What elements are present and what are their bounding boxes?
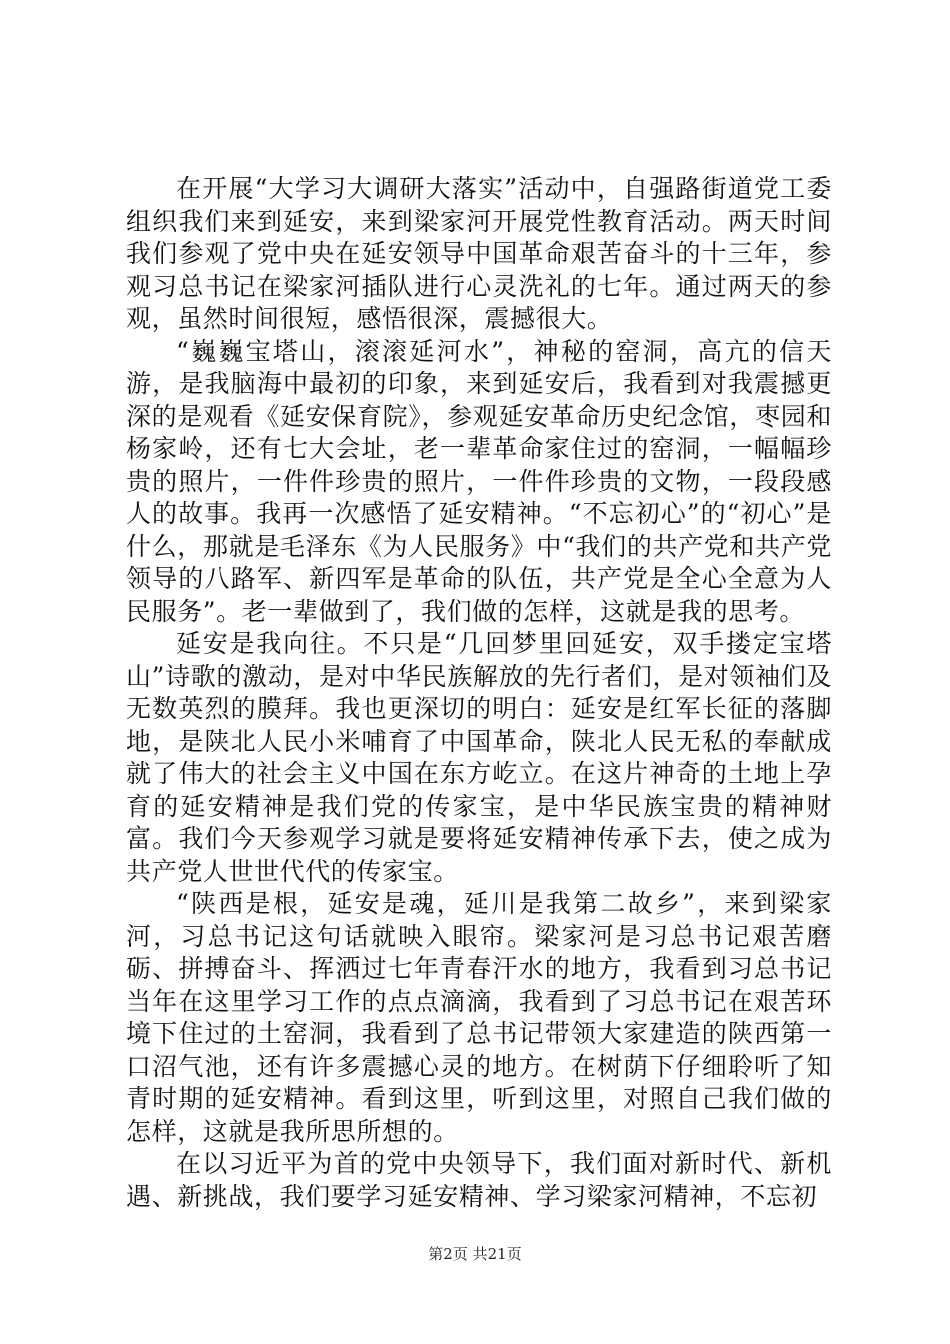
document-body <box>126 173 832 1213</box>
paragraph-5: 在以习近平为首的党中央领导下，我们面对新时代、新机遇、新挑战，我们要学习延安精神、学习梁家河精神，不忘初 <box>126 1149 832 1211</box>
paragraph-2: “巍巍宝塔山，滚滚延河水”，神秘的窑洞，高亢的信天游，是我脑海中最初的印象，来到延安后，我看到对我震撼更深的是观看《延安保育院》，参观延安革命历史纪念馆，枣园和杨家岭，还有七大会址，老一辈革命家住过的窑洞，一幅幅珍贵的照片，一件件珍贵的照片，一件件珍贵的文物，一段段感人的故事。我再一次感悟了延安精神。“不忘初心”的“初心”是什么，那就是毛泽东《为人民服务》中“我们的共产党和共产党领导的八路军、新四军是革命的队伍，共产党是全心全意为人民服务”。老一辈做到了，我们做的怎样，这就是我的思考。 <box>126 336 832 626</box>
paragraph-1: 在开展“大学习大调研大落实”活动中，自强路街道党工委组织我们来到延安，来到梁家河开展党性教育活动。两天时间我们参观了党中央在延安领导中国革命艰苦奋斗的十三年，参观习总书记在梁家河插队进行心灵洗礼的七年。通过两天的参观，虽然时间很短，感悟很深，震撼很大。 <box>126 174 832 333</box>
page-number-footer: 第2页 共21页 <box>428 1245 522 1263</box>
paragraph-4: “陕西是根，延安是魂，延川是我第二故乡”，来到梁家河，习总书记这句话就映入眼帘。梁家河是习总书记艰苦磨砺、拼搏奋斗、挥洒过七年青春汗水的地方，我看到习总书记当年在这里学习工作的点点滴滴，我看到了习总书记在艰苦环境下住过的土窑洞，我看到了总书记带领大家建造的陕西第一口沼气池，还有许多震撼心灵的地方。在树荫下仔细聆听了知青时期的延安精神。看到这里，听到这里，对照自己我们做的怎样，这就是我所思所想的。 <box>126 889 832 1146</box>
paragraph-3: 延安是我向往。不只是“几回梦里回延安，双手搂定宝塔山”诗歌的激动，是对中华民族解放的先行者们，是对领袖们及无数英烈的膜拜。我也更深切的明白：延安是红军长征的落脚地，是陕北人民小米哺育了中国革命，陕北人民无私的奉献成就了伟大的社会主义中国在东方屹立。在这片神奇的土地上孕育的延安精神是我们党的传家宝，是中华民族宝贵的精神财富。我们今天参观学习就是要将延安精神传承下去，使之成为共产党人世世代代的传家宝。 <box>126 629 832 886</box>
